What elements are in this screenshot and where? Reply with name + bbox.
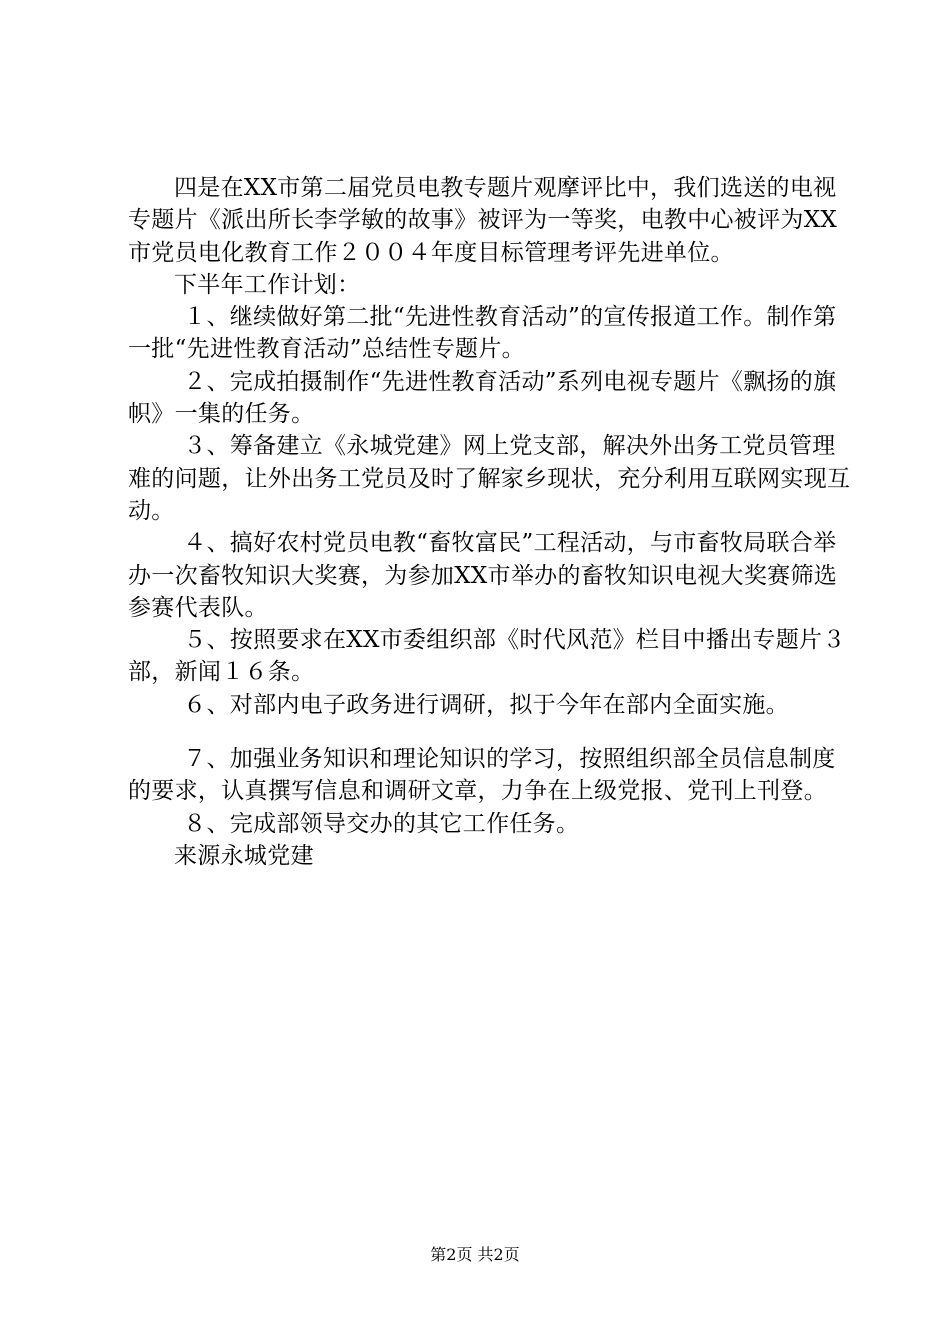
plan-item-8: ８、完成部领导交办的其它工作任务。: [183, 810, 580, 837]
plan-item-2: ２、完成拍摄制作“先进性教育活动”系列电视专题片《飘扬的旗帜》一集的任务。: [128, 368, 837, 428]
plan-item-1: １、继续做好第二批“先进性教育活动”的宣传报道工作。制作第一批“先进性教育活动”总结性专题片。: [128, 304, 837, 363]
plan-item-3: ３、筹备建立《永城党建》网上党支部，解决外出务工党员管理难的问题，让外出务工党员及时了解家乡现状，充分利用互联网实现互动。: [128, 433, 851, 524]
plan-item-7: ７、加强业务知识和理论知识的学习，按照组织部全员信息制度的要求，认真撰写信息和调研文章，力争在上级党报、党刊上刊登。: [128, 746, 836, 805]
plan-item-5: ５、按照要求在XX市委组织部《时代风范》栏目中播出专题片３部，新闻１６条。: [128, 627, 846, 686]
source-line: 来源永城党建: [174, 842, 314, 869]
paragraph-achievement: 四是在XX市第二届党员电教专题片观摩评比中，我们选送的电视专题片《派出所长李学敏的故事》被评为一等奖，电教中心被评为XX市党员电化教育工作２００４年度目标管理考评先进单位。: [128, 175, 838, 266]
page-number-footer: 第2页 共2页: [430, 1245, 520, 1264]
plan-item-4: ４、搞好农村党员电教“畜牧富民”工程活动，与市畜牧局联合举办一次畜牧知识大奖赛，为参加XX市举办的畜牧知识电视大奖赛筛选参赛代表队。: [128, 530, 838, 621]
paragraph-plan-heading: 下半年工作计划：: [174, 271, 361, 298]
plan-item-6: ６、对部内电子政务进行调研，拟于今年在部内全面实施。: [183, 691, 789, 718]
document-body: [128, 172, 853, 872]
